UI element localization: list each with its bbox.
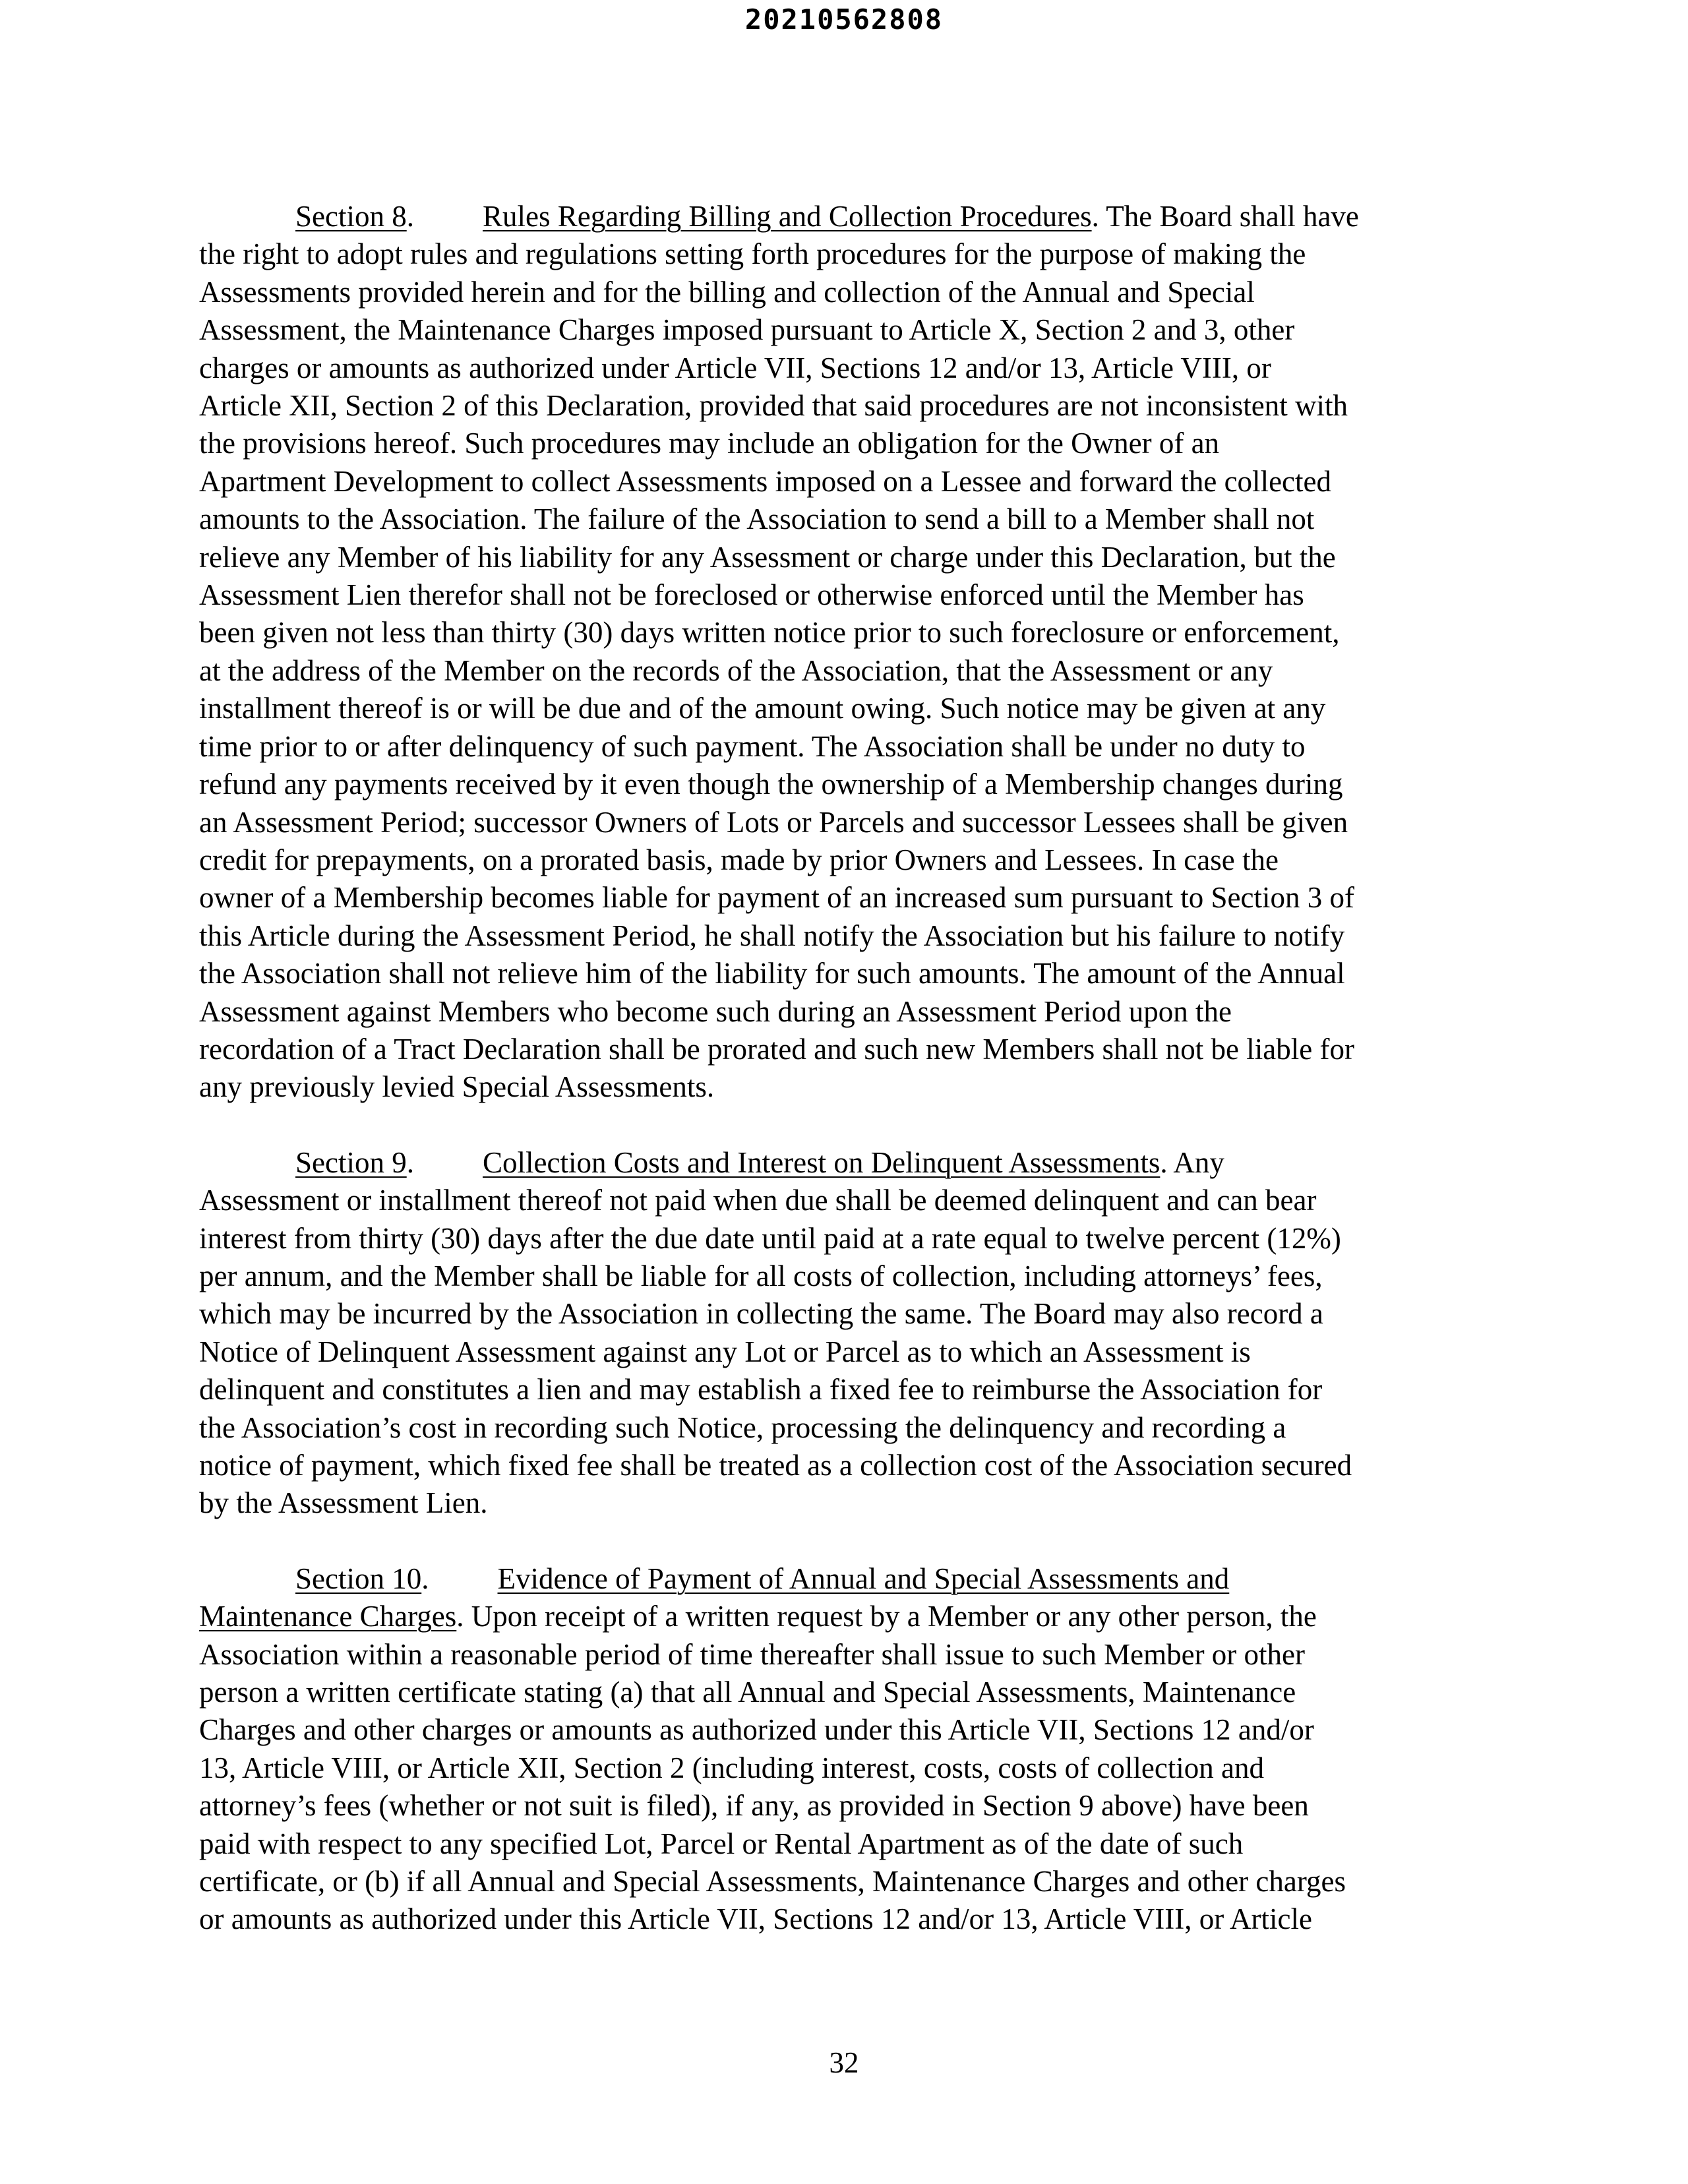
- section-8-line: the provisions hereof. Such procedures may include an obligation for the Owner of an: [199, 427, 1220, 460]
- section-8-line: The Board shall have: [1106, 200, 1359, 233]
- section-8-line: refund any payments received by it even though the ownership of a Membership changes during: [199, 768, 1343, 801]
- section-8-line: owner of a Membership becomes liable for payment of an increased sum pursuant to Section 3 of: [199, 881, 1354, 915]
- section-8-first-line: Section 8. Rules Regarding Billing and Collection Procedures. The Board shall have: [295, 200, 1359, 233]
- section-10-line: certificate, or (b) if all Annual and Special Assessments, Maintenance Charges and other charges: [199, 1865, 1346, 1898]
- section-9-line: which may be incurred by the Association in collecting the same. The Board may also record a: [199, 1297, 1323, 1331]
- section-10-title-continued: Maintenance Charges: [199, 1600, 457, 1633]
- section-8-line: any previously levied Special Assessments.: [199, 1070, 715, 1104]
- section-9: [199, 1144, 1485, 1523]
- section-8-line: an Assessment Period; successor Owners of Lots or Parcels and successor Lessees shall be given: [199, 805, 1348, 839]
- section-8-line: time prior to or after delinquency of such payment. The Association shall be under no duty to: [199, 729, 1306, 763]
- section-10-line: Charges and other charges or amounts as authorized under this Article VII, Sections 12 and/or: [199, 1713, 1314, 1747]
- section-8-line: this Article during the Assessment Period, he shall notify the Association but his failure to notify: [199, 919, 1345, 952]
- section-8-line: Assessment Lien therefor shall not be foreclosed or otherwise enforced until the Member has: [199, 578, 1304, 612]
- section-10-line: paid with respect to any specified Lot, Parcel or Rental Apartment as of the date of such: [199, 1827, 1244, 1860]
- section-9-first-line: Section 9. Collection Costs and Interest on Delinquent Assessments. Any: [295, 1145, 1224, 1179]
- section-8-line: Assessments provided herein and for the billing and collection of the Annual and Special: [199, 275, 1255, 309]
- section-10-first-line: Section 10. Evidence of Payment of Annual and Special Assessments and: [295, 1562, 1230, 1595]
- section-8-line: recordation of a Tract Declaration shall be prorated and such new Members shall not be liable for: [199, 1032, 1354, 1066]
- section-8-line: at the address of the Member on the records of the Association, that the Assessment or any: [199, 653, 1273, 687]
- section-10-label: Section 10: [295, 1562, 422, 1595]
- section-9-line: Assessment or installment thereof not paid when due shall be deemed delinquent and can bear: [199, 1184, 1317, 1217]
- section-9-line: delinquent and constitutes a lien and may establish a fixed fee to reimburse the Association for: [199, 1373, 1323, 1407]
- section-10-line: Upon receipt of a written request by a Member or any other person, the: [471, 1600, 1317, 1633]
- section-8-label: Section 8: [295, 200, 407, 233]
- section-9-line: Any: [1173, 1145, 1224, 1179]
- section-10-line: attorney’s fees (whether or not suit is filed), if any, as provided in Section 9 above) have been: [199, 1789, 1309, 1823]
- section-10-title: Evidence of Payment of Annual and Special Assessments and: [497, 1562, 1230, 1595]
- section-9-label: Section 9: [295, 1145, 407, 1179]
- page-body: [199, 198, 1485, 1939]
- section-9-line: per annum, and the Member shall be liable for all costs of collection, including attorneys’ fees,: [199, 1259, 1323, 1292]
- section-8-line: credit for prepayments, on a prorated basis, made by prior Owners and Lessees. In case the: [199, 843, 1279, 876]
- section-8-line: the right to adopt rules and regulations setting forth procedures for the purpose of making the: [199, 237, 1306, 271]
- section-10-line: Association within a reasonable period of time thereafter shall issue to such Member or other: [199, 1637, 1305, 1671]
- section-10-line: or amounts as authorized under this Article VII, Sections 12 and/or 13, Article VIII, or Article: [199, 1902, 1312, 1936]
- section-8-line: charges or amounts as authorized under Article VII, Sections 12 and/or 13, Article VIII, or: [199, 351, 1271, 384]
- page-number: 32: [829, 2046, 859, 2079]
- section-9-line: interest from thirty (30) days after the due date until paid at a rate equal to twelve percent (12%): [199, 1221, 1341, 1255]
- section-10-line: person a written certificate stating (a) that all Annual and Special Assessments, Maintenance: [199, 1676, 1296, 1709]
- section-8-line: Apartment Development to collect Assessments imposed on a Lessee and forward the collected: [199, 464, 1331, 498]
- document-number: 20210562808: [744, 3, 944, 36]
- section-9-line: the Association’s cost in recording such Notice, processing the delinquency and recording a: [199, 1410, 1286, 1444]
- section-8-line: relieve any Member of his liability for any Assessment or charge under this Declaration, but the: [199, 540, 1336, 574]
- section-8-line: Assessment, the Maintenance Charges imposed pursuant to Article X, Section 2 and 3, other: [199, 313, 1295, 347]
- section-9-title: Collection Costs and Interest on Delinquent Assessments: [482, 1145, 1160, 1179]
- section-8-line: Assessment against Members who become such during an Assessment Period upon the: [199, 994, 1232, 1028]
- section-10: [199, 1560, 1485, 1939]
- section-8-line: amounts to the Association. The failure of the Association to send a bill to a Member shall not: [199, 502, 1315, 536]
- section-8-line: installment thereof is or will be due and of the amount owing. Such notice may be given at any: [199, 692, 1326, 725]
- section-8-line: the Association shall not relieve him of the liability for such amounts. The amount of the Annual: [199, 957, 1345, 990]
- section-9-line: notice of payment, which fixed fee shall be treated as a collection cost of the Association secured: [199, 1449, 1352, 1482]
- section-10-second-line: Maintenance Charges. Upon receipt of a written request by a Member or any other person, the: [199, 1600, 1317, 1633]
- section-8-line: been given not less than thirty (30) days written notice prior to such foreclosure or enforcement,: [199, 616, 1340, 650]
- section-9-line: by the Assessment Lien.: [199, 1486, 488, 1520]
- section-8-title: Rules Regarding Billing and Collection Procedures: [482, 200, 1092, 233]
- section-8-line: Article XII, Section 2 of this Declaration, provided that said procedures are not inconsistent with: [199, 389, 1348, 423]
- section-10-line: 13, Article VIII, or Article XII, Section 2 (including interest, costs, costs of collection and: [199, 1751, 1265, 1784]
- section-8: [199, 198, 1485, 1107]
- section-9-line: Notice of Delinquent Assessment against any Lot or Parcel as to which an Assessment is: [199, 1335, 1251, 1368]
